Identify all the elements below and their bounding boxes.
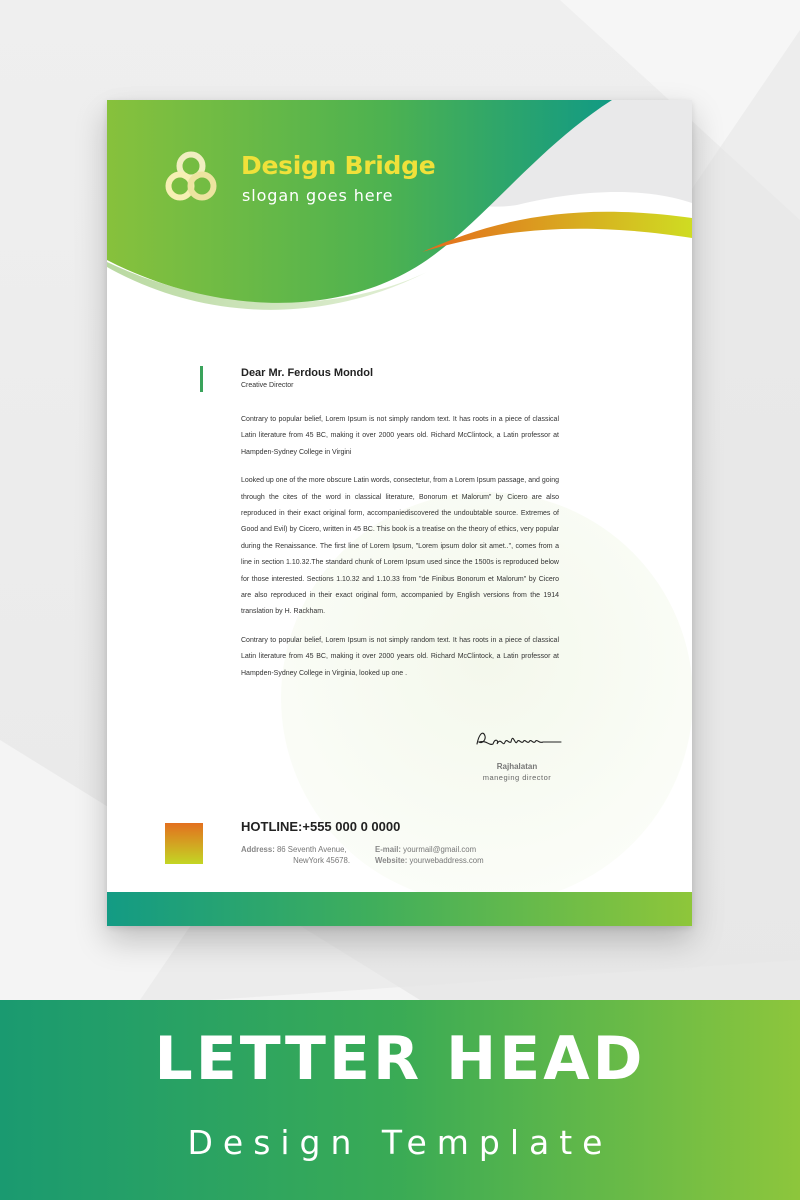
company-slogan: slogan goes here (242, 186, 394, 205)
signer-name: Rajhalatan (496, 762, 538, 771)
body-paragraph-3: Contrary to popular belief, Lorem Ipsum is not simply random text. It has roots in a piece of classical Latin literature from 45 BC, making it over 2000 years old. Richard McClintock, a Latin professor at Hampden-Sydney College in Virginia, looked up one . (241, 636, 559, 677)
body-paragraph-2: Looked up one of the more obscure Latin words, consectetur, from a Lorem Ipsum passage, and going through the cites of the word in classical literature, Bonorum et Malorum" by Cicero are also reproduced in their exact original form, accompaniediscovered the undoubtable source. Extremes of Good and Evil) by Cicero, written in 45 BC. This book is a treatise on the theory of ethics, very popular during the Renaissance. The first line of Lorem Ipsum, "Lorem ipsum dolor sit amet..", comes from a line in section 1.10.32.The standard chunk of Lorem Ipsum used since the 1500s is reproduced below for those interested. Sections 1.10.32 and 1.10.33 from "de Finibus Bonorum et Malorum" by Cicero are also reproduced in their exact original form, accompanied by English versions from the 1914 translation by H. Rackham. (241, 477, 559, 616)
website-value: yourwebaddress.com (409, 855, 484, 865)
banner-subtitle: Design Template (187, 1123, 613, 1162)
banner-title: LETTER HEAD (154, 1024, 646, 1094)
handwritten-signature (473, 726, 563, 752)
company-name: Design Bridge (241, 151, 436, 180)
address-line-1: 86 Seventh Avenue, (276, 845, 347, 854)
address-line-2: NewYork 45678. (293, 855, 350, 865)
website-label: Website: (375, 855, 408, 865)
recipient-accent-bar (200, 366, 203, 392)
hotline-number: HOTLINE:+555 000 0 0000 (241, 819, 401, 834)
letterhead-paper (107, 100, 692, 926)
email-label: E-mail: (375, 845, 401, 854)
footer-gradient-bar (107, 892, 692, 926)
recipient-title: Creative Director (241, 382, 294, 389)
recipient-name: Dear Mr. Ferdous Mondol (241, 367, 374, 379)
footer-gradient-square (165, 823, 203, 864)
body-paragraph-1: Contrary to popular belief, Lorem Ipsum is not simply random text. It has roots in a piece of classical Latin literature from 45 BC, making it over 2000 years old. Richard McClintock, a Latin professor at Hampden-Sydney College in Virgini (241, 416, 559, 456)
letter-body (241, 412, 559, 694)
contact-block (375, 845, 484, 866)
signer-title: maneging director (482, 773, 552, 782)
company-logo-icon (163, 148, 219, 208)
address-label: Address: (241, 845, 275, 854)
address-block (241, 845, 366, 866)
email-value: yourmail@gmail.com (403, 845, 477, 854)
